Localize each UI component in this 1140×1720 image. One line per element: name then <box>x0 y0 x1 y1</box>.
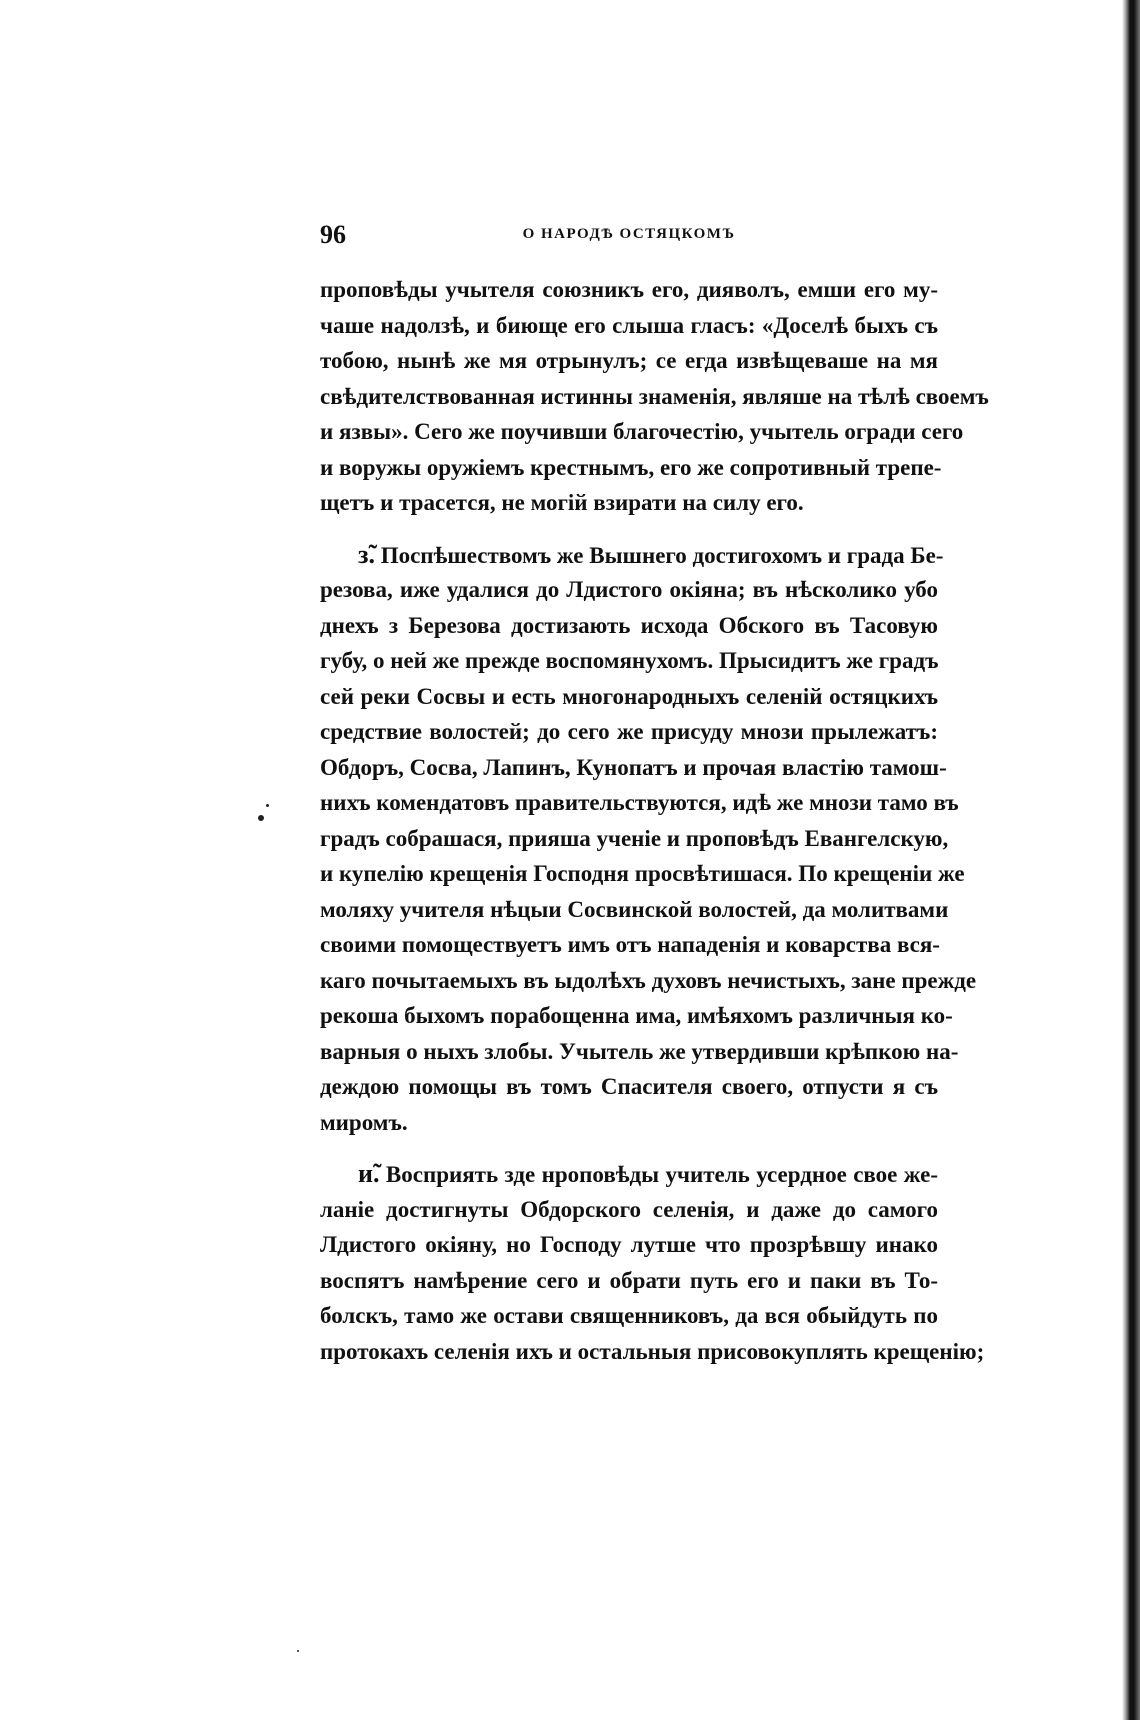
text-line <box>320 1156 938 1192</box>
text-line: резова, иже удалися до Лдистого окіяна; въ нѣсколико убо <box>320 577 938 602</box>
paragraph <box>320 272 989 521</box>
scan-speck <box>297 1650 299 1652</box>
scan-speck <box>266 804 269 807</box>
text-line: деждою помощы въ томъ Спасителя своего, отпусти я съ <box>320 1074 938 1099</box>
paragraph-section-7 <box>320 537 977 1141</box>
page-number: 96 <box>320 220 346 249</box>
text-line: каго почытаемыхъ въ ыдолѣхъ духовъ нечистыхъ, зане прежде <box>320 967 977 993</box>
book-page <box>320 220 989 1369</box>
text-line: сей реки Сосвы и есть многонародныхъ селеній остяцкихъ <box>320 683 938 709</box>
text-line-content: Восприять зде нроповѣды учитель усердное свое же- <box>385 1162 939 1187</box>
scan-speck <box>258 815 264 821</box>
text-line: воспятъ намѣрение сего и обрати путь его и паки въ То- <box>320 1267 938 1293</box>
text-line: варныя о ныхъ злобы. Учытель же утвердивши крѣпкою на- <box>320 1038 959 1064</box>
text-line: нихъ комендатовъ правительствуются, идѣ же мнози тамо въ <box>320 790 959 815</box>
text-line: моляху учителя нѣцыи Сосвинской волостей, да молитвами <box>320 896 949 922</box>
scan-edge-border <box>1122 0 1140 1720</box>
text-line: болскъ, тамо же остави священниковъ, да вся обыйдуть по <box>320 1303 938 1328</box>
text-line: днехъ з Березова достизають исхода Обского въ Тасовую <box>320 612 938 638</box>
text-line: Лдистого окіяну, но Господу лутше что прозрѣвшу инако <box>320 1232 938 1257</box>
section-marker: и̃. <box>358 1159 380 1188</box>
text-line: средствие волостей; до сего же присуду мнози прылежатъ: <box>320 719 938 744</box>
page-header <box>320 220 938 252</box>
text-line: щетъ и трасется, не могій взирати на силу его. <box>320 490 804 515</box>
text-line: ланіе достигнуты Обдорского селенія, и даже до самого <box>320 1196 938 1222</box>
text-line: тобою, нынѣ же мя отрынулъ; се егда извѣщеваше на мя <box>320 348 938 373</box>
text-line: и язвы». Сего же поучивши благочестію, учытель огради сего <box>320 419 964 444</box>
text-line: протокахъ селенія ихъ и остальныя присовокуплять крещенію; <box>320 1338 985 1364</box>
text-line <box>320 537 944 573</box>
running-title: О НАРОДѢ ОСТЯЦКОМЪ <box>522 226 736 242</box>
text-line: миромъ. <box>320 1109 408 1135</box>
paragraph-section-8 <box>320 1156 985 1369</box>
page-body <box>320 272 989 1369</box>
text-line: губу, о ней же прежде воспомянухомъ. Прысидитъ же градъ <box>320 648 939 673</box>
text-line: рекоша быхомъ порабощенна има, имѣяхомъ различныя ко- <box>320 1003 953 1028</box>
text-line: свѣдителствованная истинны знаменія, являше на тѣлѣ своемъ <box>320 383 989 409</box>
text-line: своими помоществуетъ имъ отъ нападенія и коварства вся- <box>320 932 940 957</box>
text-line: и воружы оружіемъ крестнымъ, его же сопротивный трепе- <box>320 454 942 480</box>
text-line: Обдоръ, Сосва, Лапинъ, Кунопатъ и прочая властію тамош- <box>320 754 947 780</box>
text-line: и купелію крещенія Господня просвѣтишася. По крещеніи же <box>320 861 965 886</box>
text-line-content: Поспѣшествомъ же Вышнего достигохомъ и града Бе- <box>380 542 944 568</box>
text-line: проповѣды учытеля союзникъ его, дияволъ, емши его му- <box>320 277 938 302</box>
section-marker: з̃. <box>358 539 375 569</box>
text-line: градъ собрашася, прияша ученіе и проповѣдъ Евангелскую, <box>320 825 949 851</box>
text-line: чаше надолзѣ, и биюще его слыша гласъ: «Доселѣ быхъ съ <box>320 312 938 338</box>
